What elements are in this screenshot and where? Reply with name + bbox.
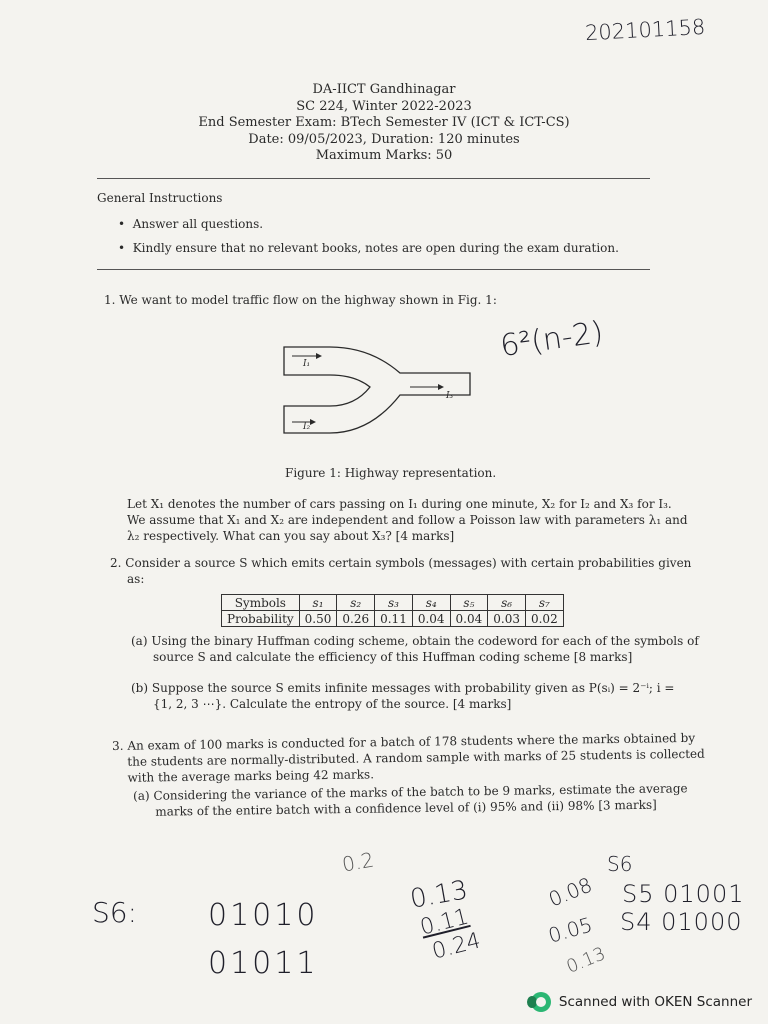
- table-cell: s₁: [299, 595, 337, 611]
- divider-bottom: [97, 269, 650, 270]
- table-header-cell: Probability: [222, 611, 300, 627]
- question-2a: [131, 633, 699, 665]
- highway-figure: [270, 335, 480, 445]
- table-cell: s₇: [525, 595, 563, 611]
- instruction-text: Answer all questions.: [132, 217, 264, 231]
- handwritten-code-1: 01010: [208, 898, 319, 933]
- handwritten-formula: 6²(n-2): [498, 314, 606, 365]
- table-cell: s₅: [450, 595, 488, 611]
- table-cell: s₆: [488, 595, 526, 611]
- instruction-item: • Kindly ensure that no relevant books, notes are open during the exam duration.: [118, 241, 619, 255]
- question-3: [112, 730, 705, 786]
- question-2b: [131, 680, 674, 712]
- figure-label-i1: I₁: [303, 359, 311, 369]
- instruction-text: Kindly ensure that no relevant books, notes are open during the exam duration.: [132, 241, 619, 255]
- table-cell: s₃: [375, 595, 413, 611]
- table-cell: 0.11: [375, 611, 413, 627]
- scanner-watermark: [531, 992, 752, 1012]
- question-text: Consider a source S which emits certain symbols (messages) with certain probabilities given: [125, 556, 692, 570]
- handwritten-calc-b: 0.05: [545, 912, 595, 948]
- date-line: Date: 09/05/2023, Duration: 120 minutes: [248, 131, 520, 147]
- handwritten-code-2: 01011: [208, 946, 319, 981]
- table-row: [222, 595, 564, 611]
- handwritten-calc-mid: 0.13: [407, 875, 471, 915]
- divider-top: [97, 178, 650, 179]
- scanner-logo-icon: [531, 992, 551, 1012]
- sub-label: (a): [133, 788, 150, 803]
- handwritten-calc-mid2: 0.11: [417, 904, 472, 941]
- handwritten-s6-corner: S6: [607, 852, 633, 876]
- sub-text-cont: {1, 2, 3 ⋯}. Calculate the entropy of the source. [4 marks]: [153, 697, 512, 711]
- q1-line: We assume that X₁ and X₂ are independent and follow a Poisson law with parameters λ₁ and: [127, 513, 688, 527]
- table-cell: 0.26: [337, 611, 375, 627]
- sub-text: Suppose the source S emits infinite messages with probability given as P(sᵢ) = 2⁻ⁱ; i =: [151, 681, 675, 695]
- sub-text: Considering the variance of the marks of the batch to be 9 marks, estimate the average: [153, 781, 688, 803]
- table-cell: s₄: [412, 595, 450, 611]
- handwritten-code-a: S5 01001: [622, 880, 745, 908]
- sub-label: (a): [131, 634, 148, 648]
- figure-caption: Figure 1: Highway representation.: [285, 466, 497, 480]
- handwritten-calc-bot: 0.24: [429, 928, 484, 965]
- question-number: 3.: [112, 738, 124, 753]
- sub-text-cont: source S and calculate the efficiency of this Huffman coding scheme [8 marks]: [153, 650, 633, 664]
- handwritten-calc-c: 0.13: [563, 943, 609, 978]
- table-cell: s₂: [337, 595, 375, 611]
- q1-line: λ₂ respectively. What can you say about X₃? [4 marks]: [127, 529, 455, 543]
- table-cell: 0.03: [488, 611, 526, 627]
- question-1-intro: [104, 292, 497, 308]
- scanner-text: Scanned with OKEN Scanner: [558, 994, 752, 1010]
- table-cell: 0.04: [450, 611, 488, 627]
- exam-header: [0, 82, 768, 165]
- handwritten-s6-label: S6:: [92, 896, 138, 929]
- question-text-cont: as:: [127, 572, 145, 586]
- figure-label-i2: I₂: [303, 422, 311, 432]
- marks-line: Maximum Marks: 50: [315, 148, 453, 163]
- instructions-title: General Instructions: [97, 191, 223, 205]
- question-text: We want to model traffic flow on the highway shown in Fig. 1:: [119, 293, 497, 307]
- question-1-text: [127, 496, 688, 544]
- handwritten-calc-a: 0.08: [545, 872, 596, 912]
- table-header-cell: Symbols: [222, 595, 300, 611]
- table-cell: 0.02: [525, 611, 563, 627]
- roll-number: 202101158: [584, 14, 706, 46]
- institute-name: DA-IICT Gandhinagar: [312, 82, 456, 97]
- sub-label: (b): [131, 681, 149, 695]
- handwritten-calc-top: 0.2: [340, 847, 376, 877]
- q1-line: Let X₁ denotes the number of cars passing on I₁ during one minute, X₂ for I₂ and X₃ for I₃.: [127, 497, 672, 511]
- instruction-item: • Answer all questions.: [118, 217, 264, 231]
- exam-line: End Semester Exam: BTech Semester IV (ICT & ICT-CS): [198, 115, 570, 130]
- table-row: [222, 611, 564, 627]
- question-number: 1.: [104, 293, 116, 307]
- handwritten-code-b: S4 01000: [620, 908, 743, 936]
- question-text: An exam of 100 marks is conducted for a batch of 178 students where the marks obtained by: [127, 730, 696, 753]
- table-cell: 0.50: [299, 611, 337, 627]
- question-number: 2.: [110, 556, 122, 570]
- sub-text: Using the binary Huffman coding scheme, obtain the codeword for each of the symbols of: [151, 634, 699, 648]
- question-3a: [133, 780, 688, 820]
- figure-label-i3: I₃: [446, 391, 454, 401]
- sub-text-cont: marks of the entire batch with a confidence level of (i) 95% and (ii) 98% [3 marks]: [155, 797, 657, 819]
- question-text-cont: with the average marks being 42 marks.: [127, 767, 375, 785]
- table-cell: 0.04: [412, 611, 450, 627]
- question-text-cont: the students are normally-distributed. A random sample with marks of 25 students is collected: [127, 746, 705, 769]
- question-2-intro: [110, 555, 691, 587]
- probability-table: [221, 594, 564, 627]
- course-line: SC 224, Winter 2022-2023: [296, 98, 472, 114]
